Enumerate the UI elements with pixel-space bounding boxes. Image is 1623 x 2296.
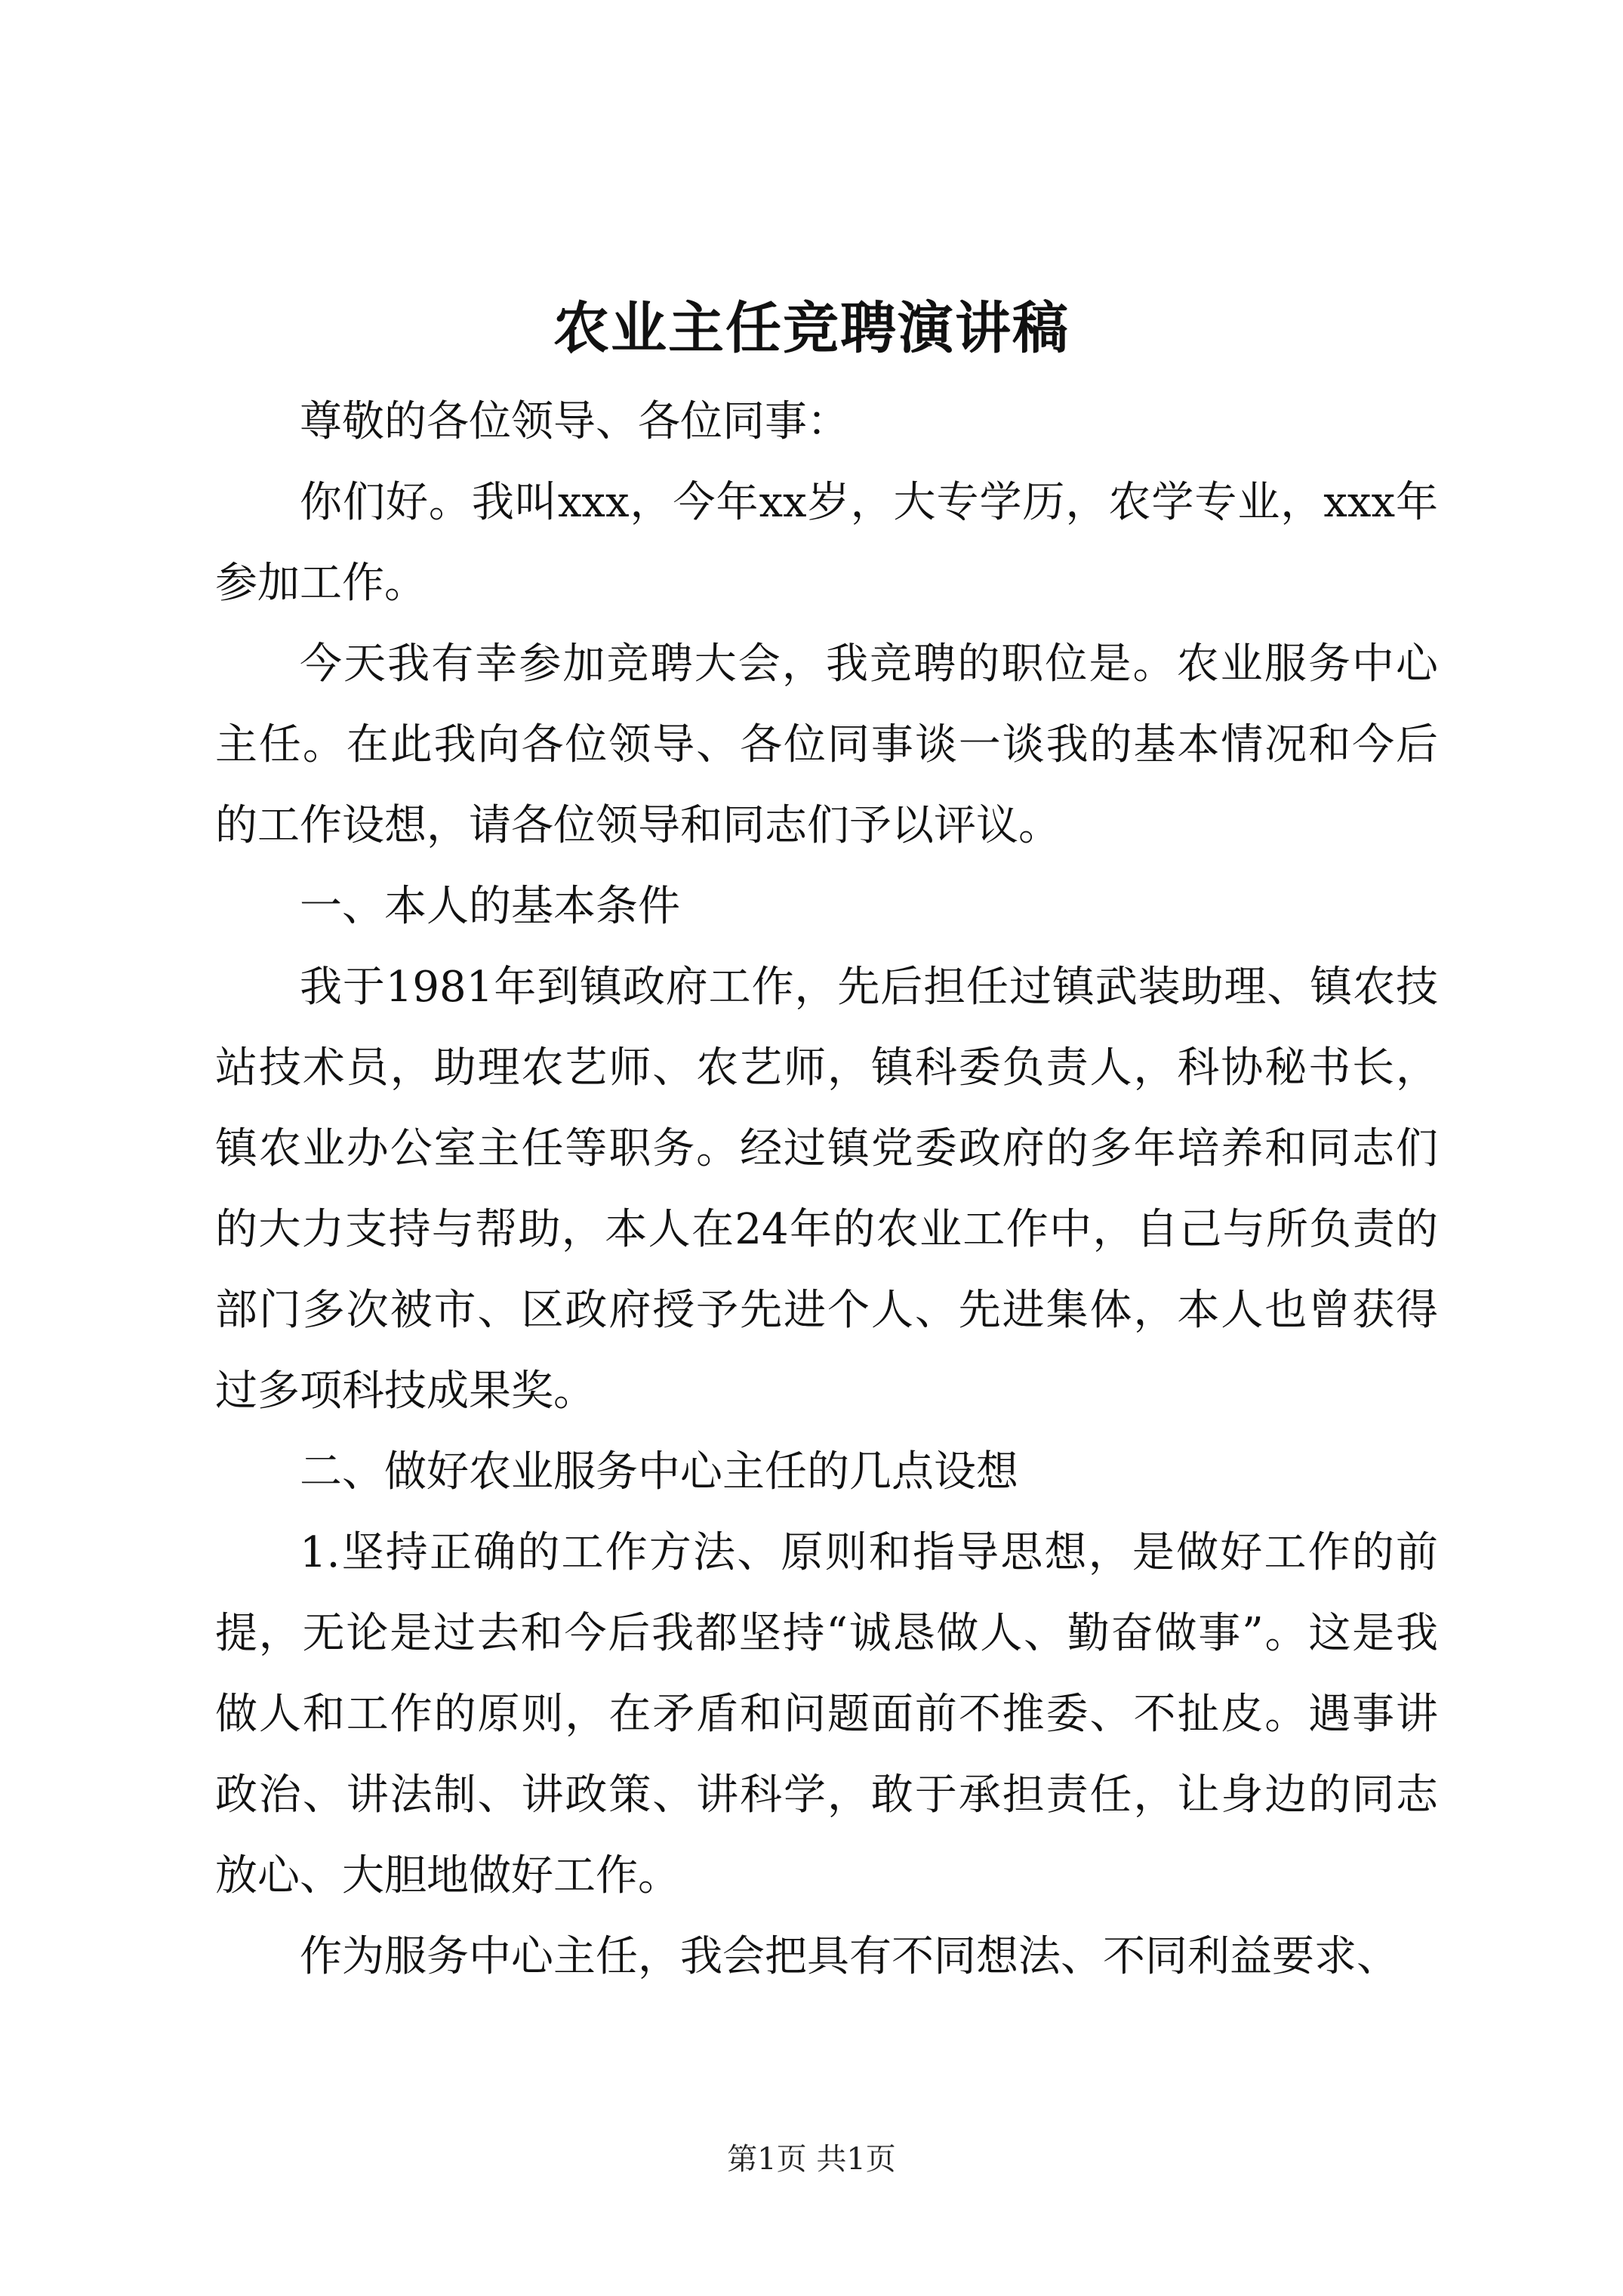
paragraph-continuation: 作为服务中心主任，我会把具有不同想法、不同利益要求、 (300, 1932, 1399, 1981)
paragraph-position: 今天我有幸参加竞聘大会，我竞聘的职位是。农业服务中心主任。在此我向各位领导、各位同事谈一谈我的基本情况和今后的工作设想，请各位领导和同志们予以评议。 (215, 639, 1438, 850)
page-number-footer: 第1页 共1页 (727, 2142, 896, 2177)
section-heading-work-plan: 二、做好农业服务中心主任的几点设想 (300, 1447, 1018, 1496)
paragraph-salutation: 尊敬的各位领导、各位同事： (300, 397, 849, 446)
section-heading-basic-conditions: 一、本人的基本条件 (300, 882, 680, 931)
paragraph-introduction: 你们好。我叫xxx，今年xx岁，大专学历，农学专业，xxx年参加工作。 (215, 478, 1438, 608)
document-body (215, 381, 1438, 1997)
paragraph-principles: 1.坚持正确的工作方法、原则和指导思想，是做好工作的前提，无论是过去和今后我都坚持“诚恳做人、勤奋做事”。这是我做人和工作的原则，在矛盾和问题面前不推委、不扯皮。遇事讲政治、讲法制、讲政策、讲科学，敢于承担责任，让身边的同志放心、大胆地做好工作。 (215, 1528, 1438, 1900)
paragraph-work-history: 我于1981年到镇政府工作，先后担任过镇武装助理、镇农技站技术员，助理农艺师、农艺师，镇科委负责人，科协秘书长，镇农业办公室主任等职务。经过镇党委政府的多年培养和同志们的大力支持与帮助，本人在24年的农业工作中，自己与所负责的部门多次被市、区政府授予先进个人、先进集体，本人也曾获得过多项科技成果奖。 (215, 963, 1438, 1416)
document-title: 农业主任竞聘演讲稿 (553, 296, 1070, 361)
